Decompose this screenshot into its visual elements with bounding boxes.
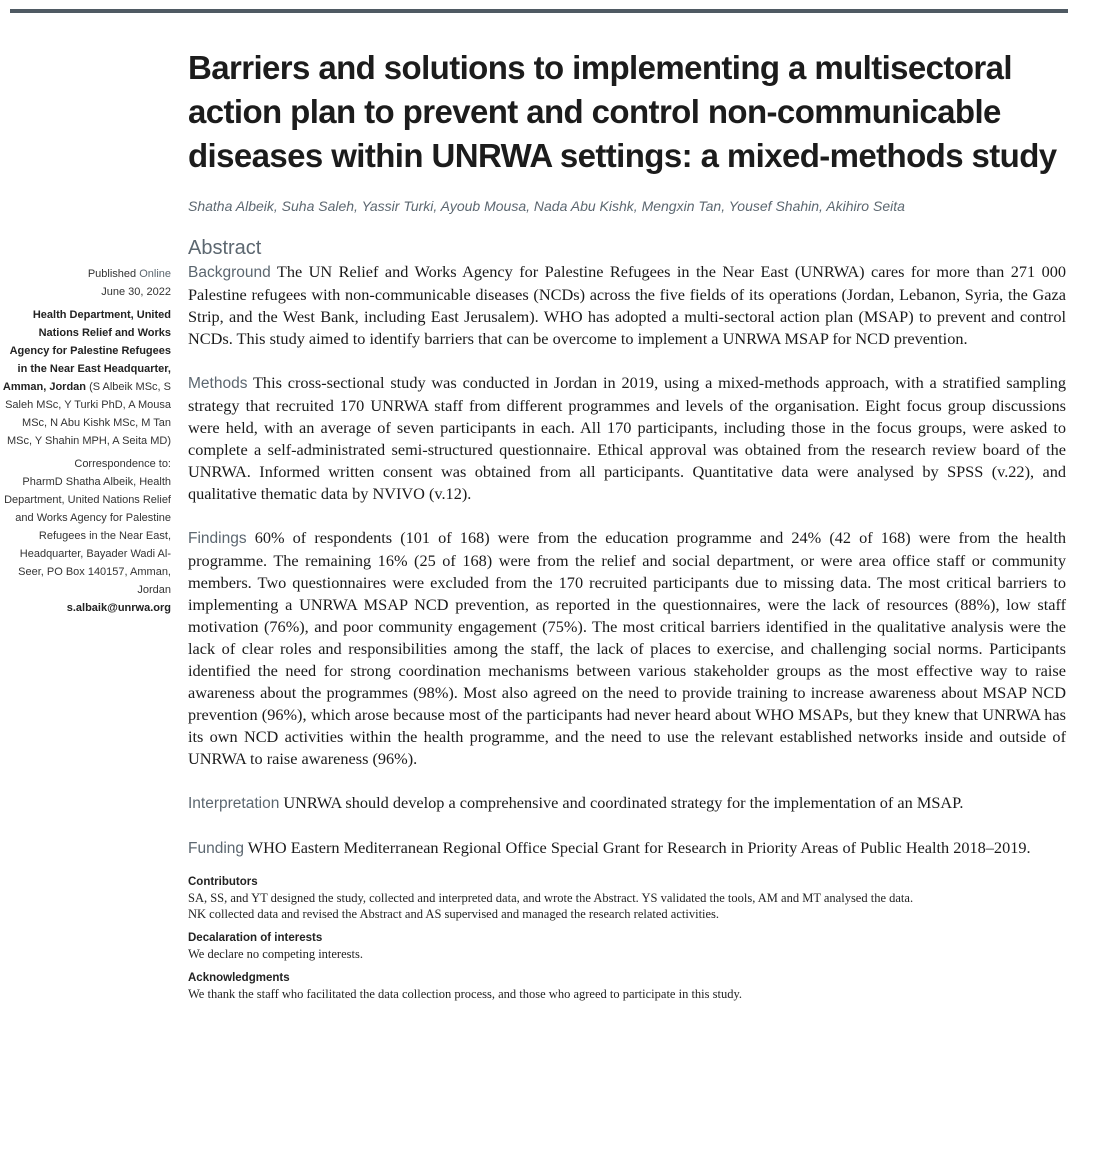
funding-text: WHO Eastern Mediterranean Regional Office Special Grant for Research in Priority Areas of Public Health 2018–2019.: [247, 838, 1031, 857]
contributors-line-2: NK collected data and revised the Abstract and AS supervised and managed the research related activities.: [188, 907, 720, 921]
methods-section: [188, 372, 1066, 505]
author-list: Shatha Albeik, Suha Saleh, Yassir Turki, Ayoub Mousa, Nada Abu Kishk, Mengxin Tan, Yousef Shahin, Akihiro Seita: [188, 198, 905, 214]
interests-heading: Decalaration of interests: [188, 932, 323, 944]
interpretation-text: UNRWA should develop a comprehensive and coordinated strategy for the implementation of an MSAP.: [283, 793, 964, 812]
correspondence: [0, 455, 171, 617]
funding-section: [188, 837, 1066, 860]
published-prefix: Published: [87, 268, 137, 280]
findings-label: Findings: [188, 530, 247, 547]
published-online: Online: [139, 268, 171, 280]
article-title: Barriers and solutions to implementing a multisectoral action plan to prevent and control non-communicable diseases within UNRWA settings: a mixed-methods study: [188, 49, 1057, 174]
abstract-body: [188, 261, 1066, 1010]
correspondence-label: Correspondence to:: [74, 458, 171, 470]
correspondence-address: PharmD Shatha Albeik, Health Department, United Nations Relief and Works Agency for Palestine Refugees in the Near East, Headquarter, Bayader Wadi Al-Seer, PO Box 140157, Amman, Jordan: [4, 476, 171, 596]
methods-text: This cross-sectional study was conducted in Jordan in 2019, using a mixed-methods approach, with a stratified sampling strategy that recruited 170 UNRWA staff from different programmes and levels of the organisation. Eight focus group discussions were held, with an average of seven participants in each. All 170 participants, including those in the focus groups, were asked to complete a self-administrated semi-structured questionnaire. Ethical approval was obtained from the research review board of the UNRWA. Informed written consent was obtained from all participants. Quantitative data were analysed by SPSS (v.22), and qualitative thematic data by NVIVO (v.12).: [188, 373, 1066, 503]
contributors-heading: Contributors: [188, 876, 258, 888]
affiliation: [0, 306, 171, 450]
methods-label: Methods: [188, 375, 248, 392]
top-rule: [10, 9, 1068, 13]
findings-text: 60% of respondents (101 of 168) were from the education programme and 24% (42 of 168) were from the health programme. The remaining 16% (25 of 168) were from the relief and social department, or were area office staff or community members. Two questionnaires were excluded from the 170 recruited participants due to missing data. The most critical barriers to implementing a UNRWA MSAP NCD prevention, as reported in the questionnaires, were the lack of resources (88%), low staff motivation (76%), and poor community engagement (75%). The most critical barriers identified in the qualitative analysis were the lack of clear roles and responsibilities among the staff, the lack of places to exercise, and challenging social norms. Participants identified the need for strong coordination mechanisms between various stakeholder groups as the most effective way to raise awareness about the programmes (98%). Most also agreed on the need to provide training to increase awareness about MSAP NCD prevention (96%), which arose because most of the participants had never heard about WHO MSAPs, but they knew that UNRWA has its own NCD activities within the health programme, and the need to use the relevant established networks inside and outside of UNRWA to raise awareness (96%).: [188, 528, 1066, 768]
background-text: The UN Relief and Works Agency for Palestine Refugees in the Near East (UNRWA) cares for more than 271 000 Palestine refugees with non-communicable diseases (NCDs) across the five fields of its operations (Jordan, Lebanon, Syria, the Gaza Strip, and the West Bank, including East Jerusalem). WHO has adopted a multi-sectoral action plan (MSAP) to prevent and control NCDs. This study aimed to identify barriers that can be overcome to implement a UNRWA MSAP for NCD prevention.: [188, 262, 1066, 348]
background-label: Background: [188, 264, 271, 281]
contributors-section: [188, 874, 1066, 922]
affiliation-name: Health Department, United Nations Relief and Works Agency for Palestine Refugees in the Near East Headquarter, Amman, Jordan: [2, 309, 171, 393]
acknowledgments-heading: Acknowledgments: [188, 972, 290, 984]
funding-label: Funding: [188, 840, 245, 857]
acknowledgments-section: [188, 970, 1066, 1002]
findings-section: [188, 527, 1066, 770]
interests-text: We declare no competing interests.: [188, 947, 363, 961]
affiliation-people: (S Albeik MSc, S Saleh MSc, Y Turki PhD, A Mousa MSc, N Abu Kishk MSc, M Tan MSc, Y Shahin MPH, A Seita MD): [5, 381, 171, 447]
publication-info: [0, 265, 171, 301]
interpretation-label: Interpretation: [188, 795, 280, 812]
abstract-heading: Abstract: [188, 237, 262, 259]
interests-section: [188, 930, 1066, 962]
contributors-line-1: SA, SS, and YT designed the study, collected and interpreted data, and wrote the Abstract. YS validated the tools, AM and MT analysed the data.: [188, 891, 914, 905]
sidebar: [0, 265, 171, 622]
published-date: June 30, 2022: [101, 286, 171, 298]
acknowledgments-text: We thank the staff who facilitated the data collection process, and those who agreed to participate in this study.: [188, 987, 743, 1001]
interpretation-section: [188, 792, 1066, 815]
correspondence-email[interactable]: s.albaik@unrwa.org: [66, 602, 171, 614]
background-section: [188, 261, 1066, 350]
